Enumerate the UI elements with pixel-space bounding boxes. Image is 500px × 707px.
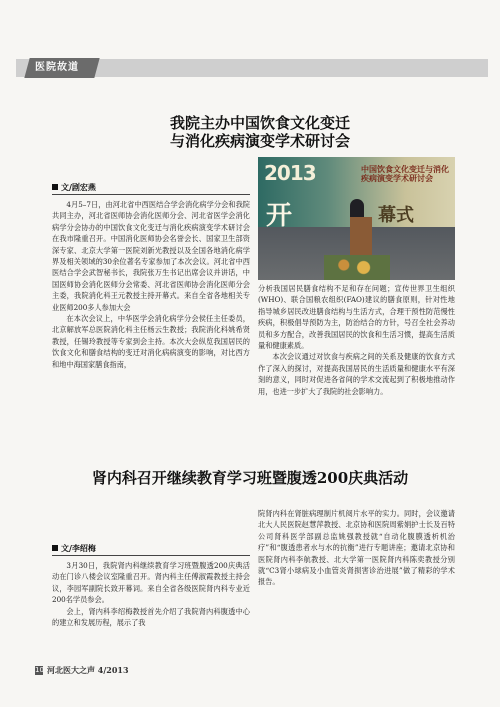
article2-paragraph: 3月30日，我院肾内科继续教育学习班暨腹透200庆典活动在门诊八楼会议室隆重召开。肾内科主任傅淑霞教授主持会议，李园军副院长致开幕词。来自全省各级医院肾内科专业近200名学员参会。 xyxy=(52,561,250,605)
article2-paragraph: 会上，肾内科李绍梅教授首先介绍了我院肾内科腹透中心的建立和发展历程，展示了我 xyxy=(52,606,250,628)
article2-title: 肾内科召开继续教育学习班暨腹透200庆典活动 xyxy=(91,469,409,487)
square-bullet-icon xyxy=(52,545,58,551)
section-label: 医院故道 xyxy=(35,62,79,73)
article2-left-column xyxy=(52,560,250,628)
article1-paragraph: 在本次会议上，中华医学会消化病学分会侯任主任委员，北京解放军总医院消化科主任杨云生教授；我院消化科姚希贤教授，任锡玲教授等专家到会主持。本次大会纵览我国居民的饮食文化和膳食结构的变迁对消化病病演变的影响，对比西方和地中海国家膳食指南， xyxy=(52,314,250,369)
article1-byline xyxy=(52,182,96,192)
article1-paragraph: 分析我国居民膳食结构不足和存在问题；宣传世界卫生组织(WHO)、联合国粮农组织(FAO)建议的膳食原则，针对性地指导城乡居民改进膳食结构与生活方式，合理干预性防范慢性疾病，积极倡导预防为主，防治结合的方针，号召全社会养动员和多方配合，改善我国居民的饮食和生活习惯，提高生活质量和健康素质。 xyxy=(258,284,455,351)
flower-arrangement xyxy=(324,255,390,280)
article1-title-line2: 与消化疾病演变学术研讨会 xyxy=(169,132,350,150)
article1-paragraph: 4月5–7日，由河北省中西医结合学会消化病学分会和我院共同主办，河北省医师协会消化医师分会、河北省医学会消化病学分会协办的中国饮食文化变迁与消化疾病演变学术研讨会在我市隆重召开。中国消化医师协会名誉会长、国家卫生部资深专家、北京大学第一医院刘新光教授以及全国各地消化病学界及相关领域的30余位著名专家参加了本次会议。河北省中西医结合学会武智秘书长，我院张万生书记出席会议并讲话，中国医师协会消化医师分会常委、河北省医师协会消化医师分会主委，我院消化科王元教授主持开幕式。来自全省各地相关专业医师200多人参加大会 xyxy=(52,200,250,312)
article1-title-line1: 我院主办中国饮食文化变迁 xyxy=(169,114,350,132)
article1-title xyxy=(100,114,420,150)
article2-right-column xyxy=(258,508,455,588)
magazine-name: 河北医大之声 4/2013 xyxy=(47,665,129,675)
page-number: 10 xyxy=(35,666,44,674)
article2-byline-text: 文/李绍梅 xyxy=(61,543,96,553)
article1-byline-rule xyxy=(52,194,250,195)
banner-mu-chars: 幕式 xyxy=(378,205,414,226)
article2-byline xyxy=(52,543,96,553)
banner-title: 中国饮食文化变迁与消化疾病演变学术研讨会 xyxy=(361,164,449,183)
conference-photo xyxy=(258,157,455,280)
article2-byline-rule xyxy=(52,555,250,556)
banner-year: 2013 xyxy=(264,161,316,185)
article1-left-column xyxy=(52,199,250,370)
article1-right-column xyxy=(258,283,455,397)
article2-paragraph: 院肾内科在肾脏病理制片机阅片水平的实力。同时，会议邀请北大人民医院赵慧萍教授、北京协和医院周紫娟护士长及百特公司肾科医学部副总监姚强教授就“自动化腹膜透析机治疗”和“腹透患者水与水的抗衡”进行专题讲座；邀请北京协和医院肾内科李航教授、北大学第一医院肾内科陈奕教授分别就“C3肾小球病及小血管炎肾损害诊治进展”做了精彩的学术报告。 xyxy=(258,509,455,587)
article1-paragraph: 本次会议通过对饮食与疾病之间的关系及健康的饮食方式作了深入的探讨，对提高我国居民的生活质量和健康水平有深刻的意义，同时对促进各省间的学术交流起到了积极地推动作用，也进一步扩大了我院的社会影响力。 xyxy=(258,352,455,396)
article1-byline-text: 文/剧宏燕 xyxy=(61,182,96,192)
banner-open-char: 开 xyxy=(266,201,293,231)
square-bullet-icon xyxy=(52,184,58,190)
